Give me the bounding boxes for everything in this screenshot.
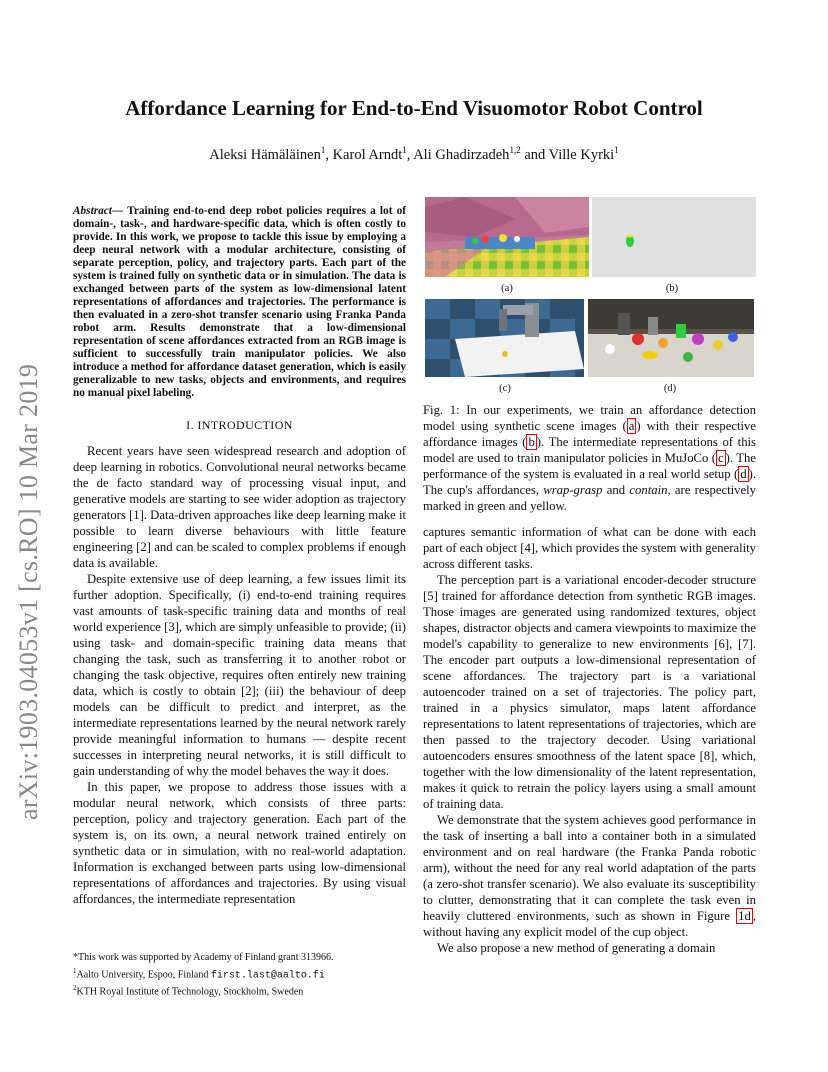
figure-ref-1d[interactable]: 1d xyxy=(738,909,751,923)
figure-ref-d[interactable]: d xyxy=(740,467,747,481)
affordance-image xyxy=(592,197,756,277)
right-paragraph-3: We demonstrate that the system achieves good performance in the task of inserting a ball into a container both in a simulated environment and on real hardware (the Franka Panda robotic arm), without the need for any real world adaptation of the parts (a zero-shot transfer scenario). We also evaluate its susceptibility to clutter, demonstrating that it can complete the task even in heavily cluttered environments, such as shown in Figure 1d , without having any explicit model of the cup object. xyxy=(423,813,756,939)
footnote-affiliation-1: $^1$Aalto University, Espoo, Finland first.last@aalto.fi xyxy=(73,966,325,981)
subfigure-label-b: (b) xyxy=(665,283,679,294)
author-list: Aleksi Hämäläinen$^1$, Karol Arndt$^1$, Ali Ghadirzadeh$^{1,2}$ and Ville Kyrki$^1$ xyxy=(209,145,619,163)
subfigure-label-d: (d) xyxy=(663,383,677,394)
author-name: Ville Kyrki xyxy=(548,146,615,163)
synthetic-scene-image xyxy=(425,197,589,277)
footnote-funding: *This work was supported by Academy of Finland grant 313966. xyxy=(73,952,334,963)
figure-1 xyxy=(423,197,756,400)
intro-paragraph-3: In this paper, we propose to address those issues with a modular neural network, which consists of three parts: perception, policy and trajectory generation. Each part of the system is, on its own, a neural network trained entirely on synthetic data or in simulation, with no real-world adaptation. Information is exchanged between parts using low-dimensional representations of affordances and trajectories. By using visual affordances, the intermediate representation xyxy=(73,780,406,906)
subfigure-label-a: (a) xyxy=(501,283,513,294)
author-name: Aleksi Hämäläinen xyxy=(209,146,321,163)
author-name: Karol Arndt xyxy=(332,146,403,163)
right-paragraph-1: captures semantic information of what can be done with each part of each object [4], which provides the system with generality across different tasks. xyxy=(423,525,756,571)
section-heading-introduction: I. INTRODUCTION xyxy=(186,418,293,432)
figure-ref-a[interactable]: a xyxy=(628,419,635,433)
abstract: Abstract— Training end-to-end deep robot policies requires a lot of domain-, task-, and hardware-specific data, which is often costly to provide. In this work, we propose to tackle this issue by employing a deep neural network with a modular architecture, consisting of separate perception, policy, and trajectory parts. Each part of the system is trained fully on synthetic data or in simulation. The data is exchanged between parts of the system as low-dimensional latent representations of affordances and trajectories. The performance is then evaluated in a zero-shot transfer scenario using Franka Panda robot arm. Results demonstrate that a low-dimensional representation of scene affordances extracted from an RGB image is sufficient to successfully train manipulator policies. We also introduce a method for affordance dataset generation, which is easily generalizable to new tasks, objects and environments, and requires no manual pixel labeling. xyxy=(73,205,406,399)
intro-paragraph-2: Despite extensive use of deep learning, a few issues limit its further adoption. Specifically, (i) end-to-end training requires vast amounts of task-specific training data and months of real world experience [3], which are simply unfeasible to provide; (ii) using task- and domain-specific training data means that changing the task, such as transferring it to another robot or changing the task objective, requires often entirely new training data, which is costly to obtain [2]; (iii) the behaviour of deep models can be difficult to predict and interpret, as the intermediate representations learned by the neural network rarely provide meaningful information to humans — despite recent successes in interpreting neural networks, it is still difficult to gain understanding of why the model behaves the way it does. xyxy=(73,572,406,778)
real-world-setup-image xyxy=(588,299,754,377)
figure-ref-b[interactable]: b xyxy=(528,435,535,449)
author-name: Ali Ghadirzadeh xyxy=(413,146,510,163)
arxiv-identifier: arXiv:1903.04053v1 [cs.RO] 10 Mar 2019 xyxy=(14,363,43,820)
left-column xyxy=(73,205,406,907)
footnote-affiliation-2: $^2$KTH Royal Institute of Technology, Stockholm, Sweden xyxy=(73,984,304,998)
right-paragraph-4: We also propose a new method of generating a domain xyxy=(437,941,716,955)
right-column xyxy=(423,197,756,956)
right-paragraph-2: The perception part is a variational encoder-decoder structure [5] trained for affordance detection from synthetic RGB images. Those images are generated using randomized textures, object shapes, distractor objects and camera viewpoints to maximize the model's capability to generalize to new environments [6], [7]. The encoder part outputs a low-dimensional representation of scene affordances. The trajectory part is a variational autoencoder trained on a set of trajectories. The policy part, trained in a physics simulator, maps latent affordance representations to latent representations of trajectories, which are then passed to the trajectory decoder. Using variational autoencoders ensures smoothness of the latent space [8], which, together with the low dimensionality of the latent representation, makes it quick to retrain the policy layers using a small amount of training data. xyxy=(423,573,756,811)
figure-caption: Fig. 1: In our experiments, we train an affordance detection model using synthetic scene images ( a ) with their respective affordance images ( b ). The intermediate representations of this model are used to train manipulator policies in MuJoCo ( c ). The performance of the system is evaluated in a real world setup ( d ). The cup's affordances, wrap-grasp and contain, are respectively marked in green and yellow. xyxy=(423,403,756,513)
mujoco-simulation-image xyxy=(425,299,584,377)
footnotes xyxy=(73,952,406,999)
figure-ref-c[interactable]: c xyxy=(718,451,724,465)
subfigure-label-c: (c) xyxy=(499,383,511,394)
paper-title: Affordance Learning for End-to-End Visuomotor Robot Control xyxy=(125,96,703,120)
intro-paragraph-1: Recent years have seen widespread research and adoption of deep learning in robotics. Convolutional neural networks became the de facto standard way of processing visual input, and generative models are starting to see wider adoption as trajectory generators [1]. Data-driven approaches like deep learning make it possible to learn diverse behaviours with little feature engineering [2] and can be scaled to complex problems if enough data is available. xyxy=(73,444,406,570)
